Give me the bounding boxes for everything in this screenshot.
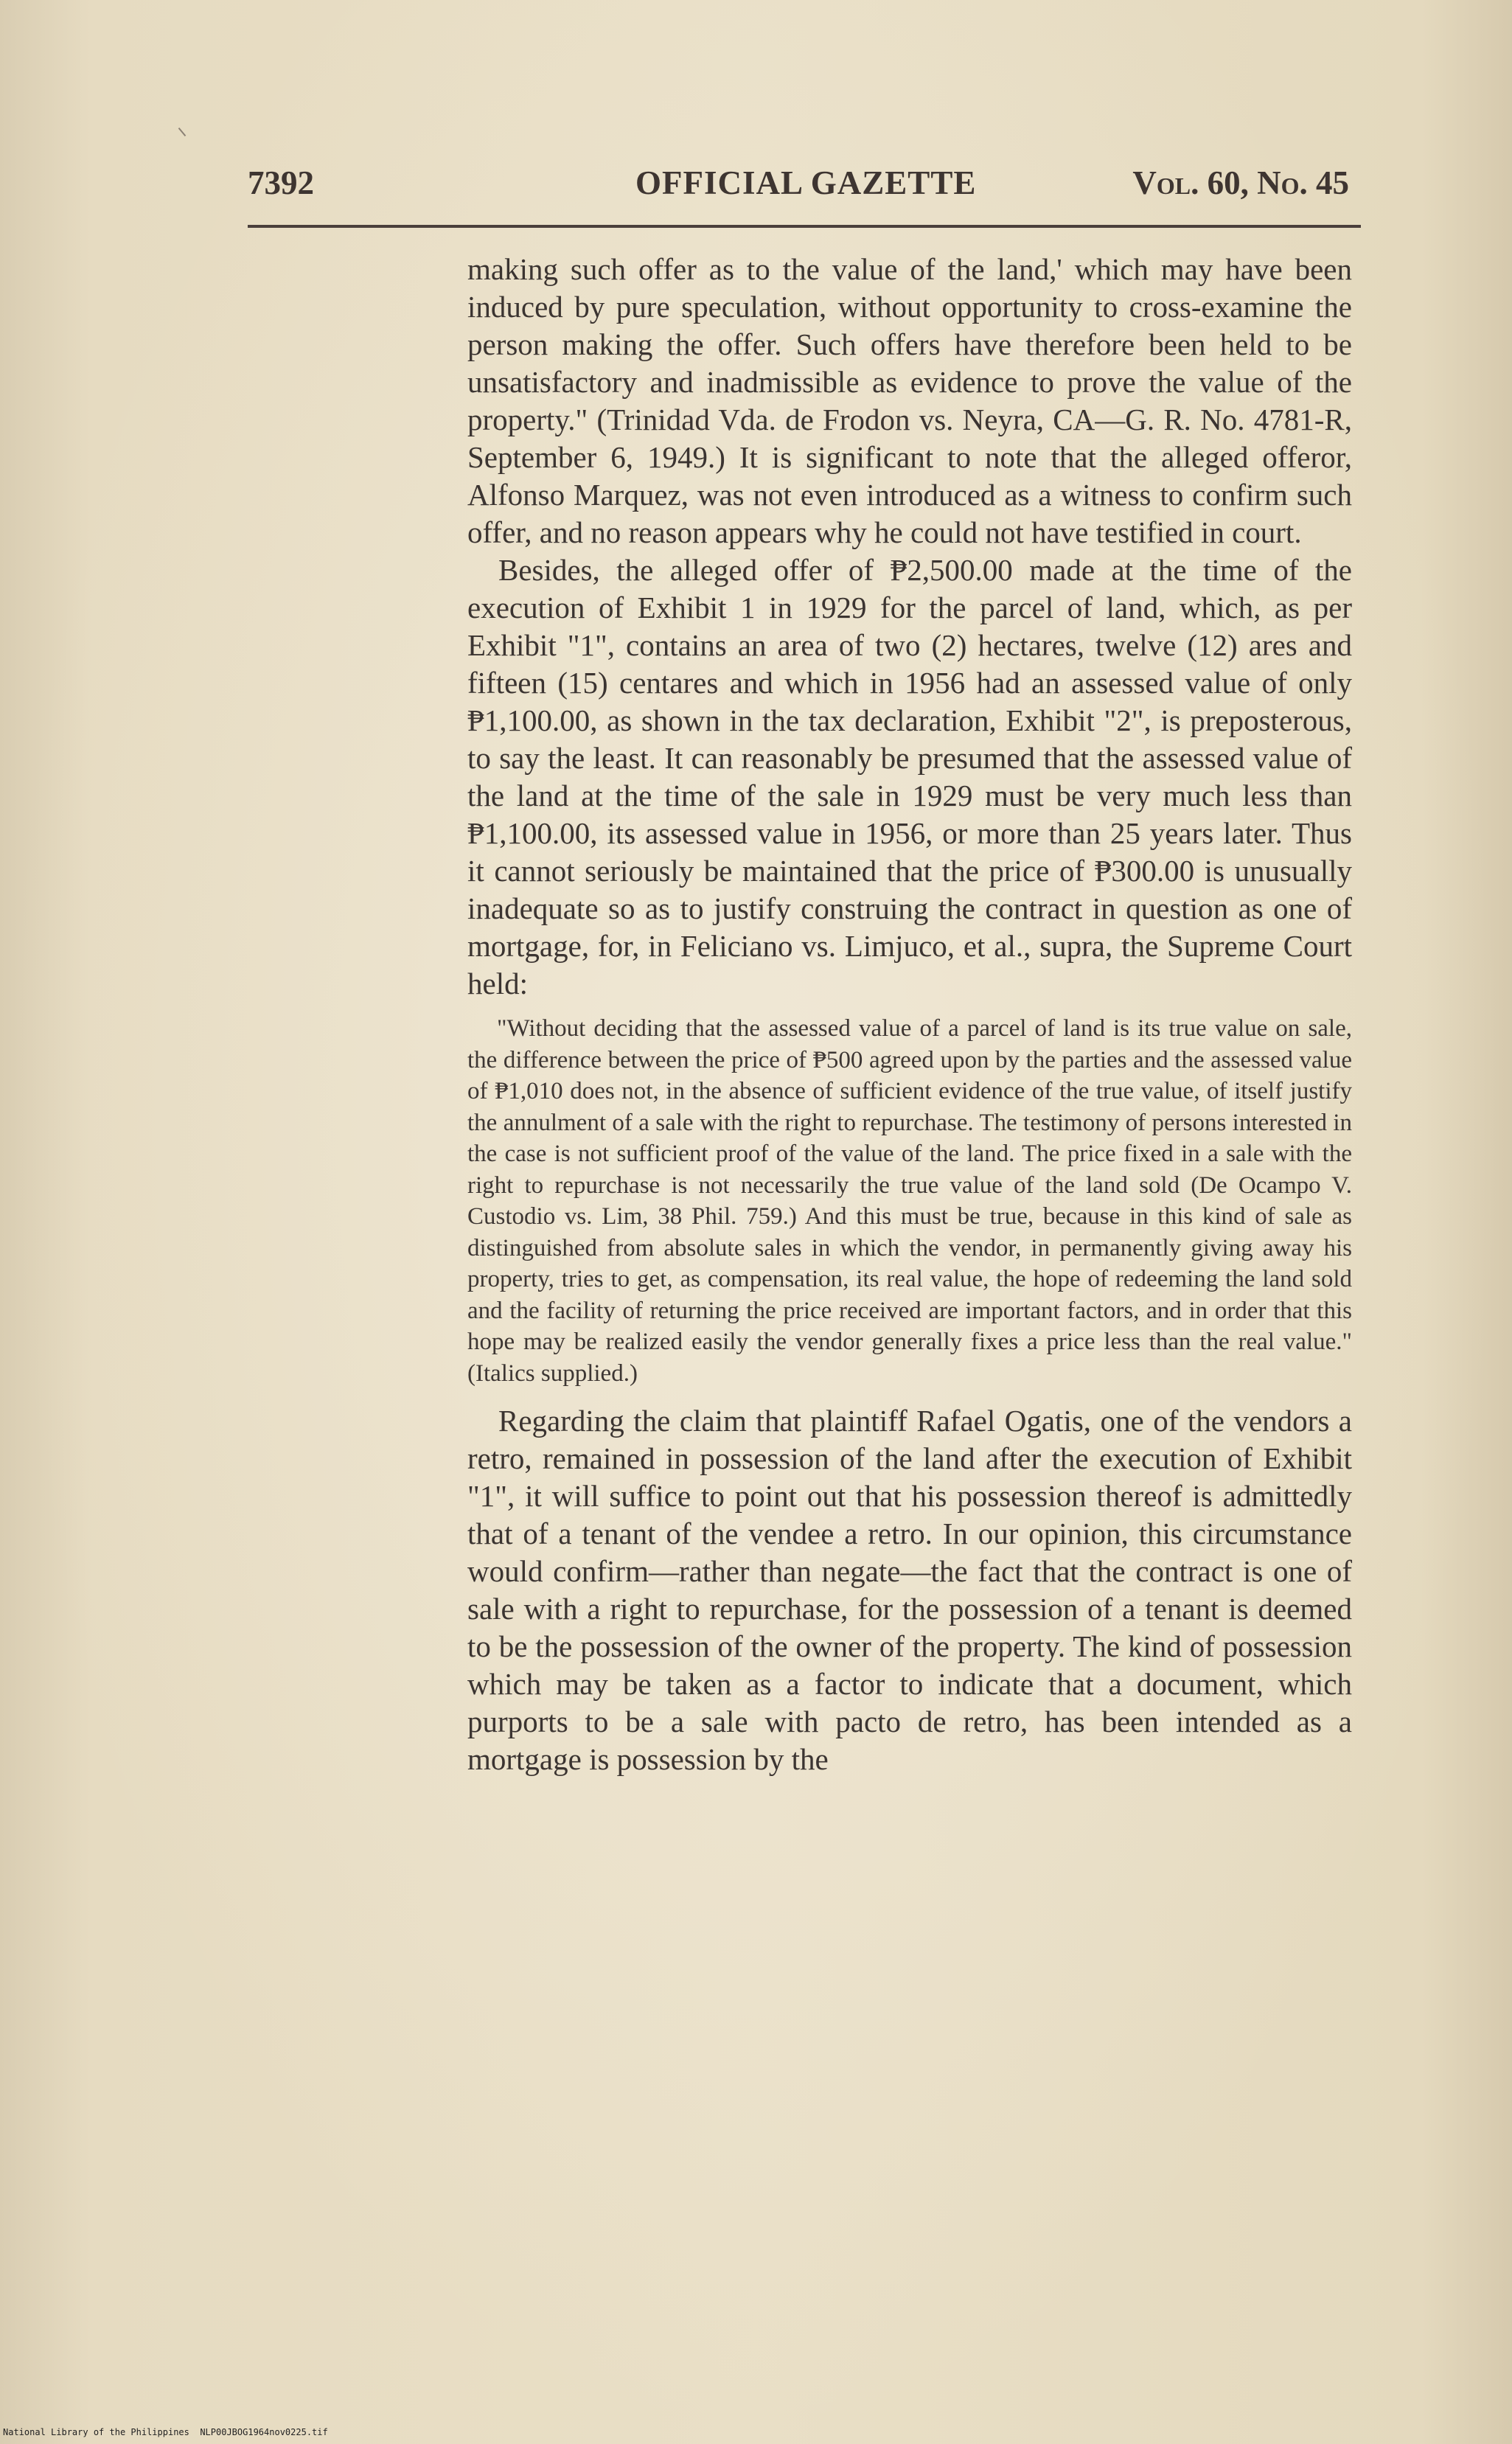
page-number: 7392 (248, 164, 314, 201)
volume-number: Vol. 60, No. 45 (1132, 164, 1349, 201)
scan-speck (178, 128, 187, 136)
scan-footer (3, 2427, 328, 2437)
article-body (467, 251, 1352, 1778)
paragraph-regarding: Regarding the claim that plaintiff Rafael Ogatis, one of the vendors a retro, remained in possession of the land after the execution of Exhibit "1", it will suffice to point out that his possession thereof is admittedly that of a tenant of the vendee a retro. In our opinion, this circumstance would confirm—rather than negate—the fact that the contract is one of sale with a right to repurchase, for the possession of a tenant is deemed to be the possession of the owner of the property. The kind of possession which may be taken as a factor to indicate that a document, which purports to be a sale with pacto de retro, has been intended as a mortgage is possession by the (467, 1404, 1352, 1776)
footer-library: National Library of the Philippines (3, 2427, 189, 2437)
block-quote: "Without deciding that the assessed value of a parcel of land is its true value on sale, the difference between the price of ₱500 agreed upon by the parties and the assessed value of ₱1,010 does not, in the absence of sufficient evidence of the true value, of itself justify the annulment of a sale with the right to repurchase. The testimony of persons interested in the case is not sufficient proof of the value of the land. The price fixed in a sale with the right to repurchase is not necessarily the true value of the land sold (De Ocampo V. Custodio vs. Lim, 38 Phil. 759.) And this must be true, because in this kind of sale as distinguished from absolute sales in which the vendor, in permanently giving away his property, tries to get, as compensation, its real value, the hope of redeeming the land sold and the facility of returning the price received are important factors, and in order that this hope may be realized easily the vendor generally fixes a price less than the real value." (Italics supplied.) (467, 1015, 1352, 1387)
footer-filename: NLP00JBOG1964nov0225.tif (200, 2427, 328, 2437)
paragraph-besides: Besides, the alleged offer of ₱2,500.00 made at the time of the execution of Exhibit 1 in 1929 for the parcel of land, which, as per Exhibit "1", contains an area of two (2) hectares, twelve (12) ares and fifteen (15) centares and which in 1956 had an assessed value of only ₱1,100.00, as shown in the tax declaration, Exhibit "2", is preposterous, to say the least. It can reasonably be presumed that the assessed value of the land at the time of the sale in 1929 must be very much less than ₱1,100.00, its assessed value in 1956, or more than 25 years later. Thus it cannot seriously be maintained that the price of ₱300.00 is unusually inadequate so as to justify construing the contract in question as one of mortgage, for, in Feliciano vs. Limjuco, et al., supra, the Supreme Court held: (467, 553, 1352, 1000)
page-header (248, 164, 1349, 215)
header-rule (248, 225, 1361, 228)
paragraph-continued: making such offer as to the value of the land,' which may have been induced by pure speculation, without opportunity to cross-examine the person making the offer. Such offers have therefore been held to be unsatisfactory and inadmissible as evidence to prove the value of the property." (Trinidad Vda. de Frodon vs. Neyra, CA—G. R. No. 4781-R, September 6, 1949.) It is significant to note that the alleged offeror, Alfonso Marquez, was not even introduced as a witness to confirm such offer, and no reason appears why he could not have testified in court. (467, 252, 1352, 549)
publication-title: OFFICIAL GAZETTE (635, 164, 977, 201)
